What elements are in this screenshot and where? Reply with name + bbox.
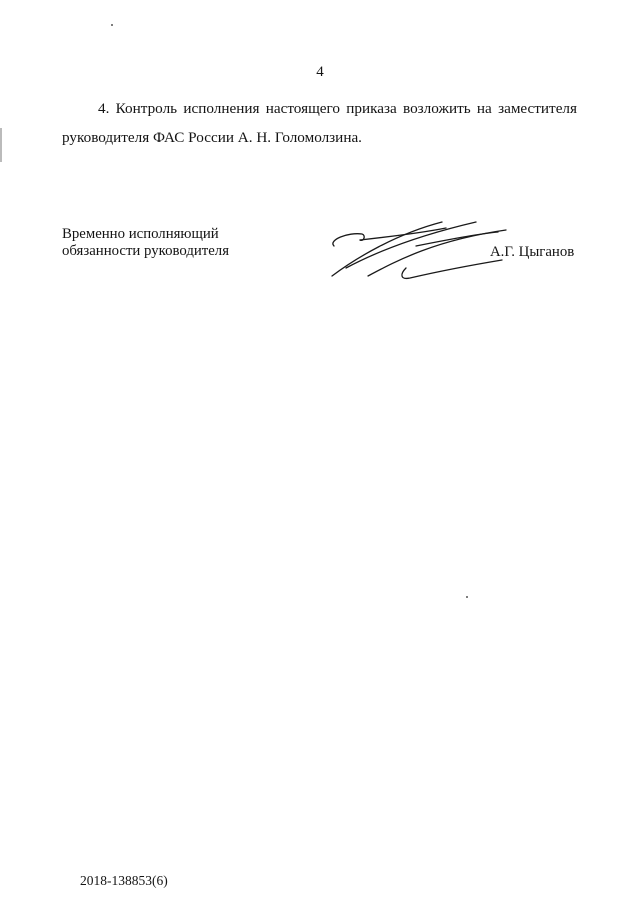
signatory-name: А.Г. Цыганов	[490, 244, 575, 260]
signatory-title	[62, 226, 229, 260]
scan-edge-mark	[0, 128, 2, 162]
order-paragraph: 4. Контроль исполнения настоящего приказа возложить на заместителя руководителя ФАС России А. Н. Голомолзина.	[62, 100, 577, 146]
document-number: 2018-138853(6)	[80, 873, 168, 888]
page-number: 4	[316, 64, 324, 80]
signatory-title-line: обязанности руководителя	[62, 243, 229, 259]
signatory-title-line: Временно исполняющий	[62, 226, 219, 242]
scan-speck	[466, 596, 468, 598]
scan-speck	[111, 24, 113, 26]
handwritten-signature	[326, 212, 516, 284]
